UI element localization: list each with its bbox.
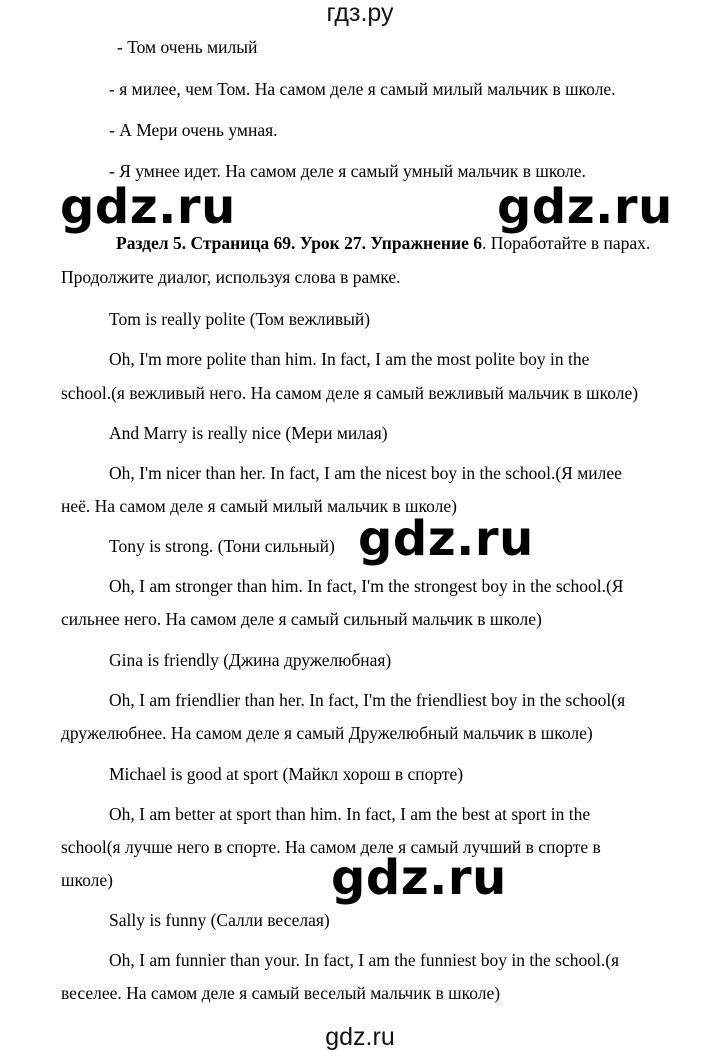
intro-line-1: - Том очень милый xyxy=(117,37,258,57)
intro-line-2: - я милее, чем Том. На самом деле я самый милый мальчик в школе. xyxy=(109,79,616,99)
dialog-line: дружелюбнее. На самом деле я самый Дружелюбный мальчик в школе) xyxy=(61,723,593,743)
dialog-line: сильнее него. На самом деле я самый сильный мальчик в школе) xyxy=(61,609,542,629)
dialog-line: Gina is friendly (Джина дружелюбная) xyxy=(109,650,392,670)
exercise-instruction xyxy=(116,232,650,254)
exercise-heading: Раздел 5. Страница 69. Урок 27. Упражнение 6 xyxy=(116,233,482,253)
dialog-line: неё. На самом деле я самый милый мальчик в школе) xyxy=(61,496,457,516)
dialog-line: Tony is strong. (Тони сильный) xyxy=(109,536,335,556)
dialog-line: Tom is really polite (Том вежливый) xyxy=(109,309,371,329)
dialog-line: Oh, I am friendlier than her. In fact, I'm the friendliest boy in the school(я xyxy=(109,690,626,710)
dialog-line: school(я лучше него в спорте. На самом деле я самый лучший в спорте в xyxy=(61,837,601,857)
intro-line-3: - А Мери очень умная. xyxy=(109,120,278,140)
intro-line-4: - Я умнее идет. На самом деле я самый умный мальчик в школе. xyxy=(109,161,586,181)
dialog-line: Oh, I'm more polite than him. In fact, I am the most polite boy in the xyxy=(109,349,590,369)
dialog-line: веселее. На самом деле я самый веселый мальчик в школе) xyxy=(61,983,501,1003)
dialog-line: Oh, I'm nicer than her. In fact, I am the nicest boy in the school.(Я милее xyxy=(109,463,622,483)
watermark-logo: gdz.ru xyxy=(60,179,236,235)
dialog-line: школе) xyxy=(61,870,113,890)
dialog-line: Michael is good at sport (Майкл хорош в спорте) xyxy=(109,764,464,784)
site-header: гдз.ру xyxy=(326,0,394,27)
dialog-line: Oh, I am stronger than him. In fact, I'm the strongest boy in the school.(Я xyxy=(109,576,624,596)
exercise-instruction-text: . Поработайте в парах. xyxy=(481,233,651,253)
watermark-logo: gdz.ru xyxy=(358,511,534,567)
dialog-line: And Marry is really nice (Мери милая) xyxy=(109,423,388,443)
watermark-logo: gdz.ru xyxy=(331,850,507,906)
site-footer: gdz.ru xyxy=(325,1023,395,1051)
dialog-line: Oh, I am better at sport than him. In fact, I am the best at sport in the xyxy=(109,804,591,824)
dialog-line: Oh, I am funnier than your. In fact, I am the funniest boy in the school.(я xyxy=(109,950,620,970)
dialog-line: school.(я вежливый него. На самом деле я самый вежливый мальчик в школе) xyxy=(61,383,639,403)
dialog-line: Sally is funny (Салли веселая) xyxy=(109,910,330,930)
watermark-logo: gdz.ru xyxy=(497,179,673,235)
exercise-instruction-line2: Продолжите диалог, используя слова в рамке. xyxy=(61,267,401,287)
